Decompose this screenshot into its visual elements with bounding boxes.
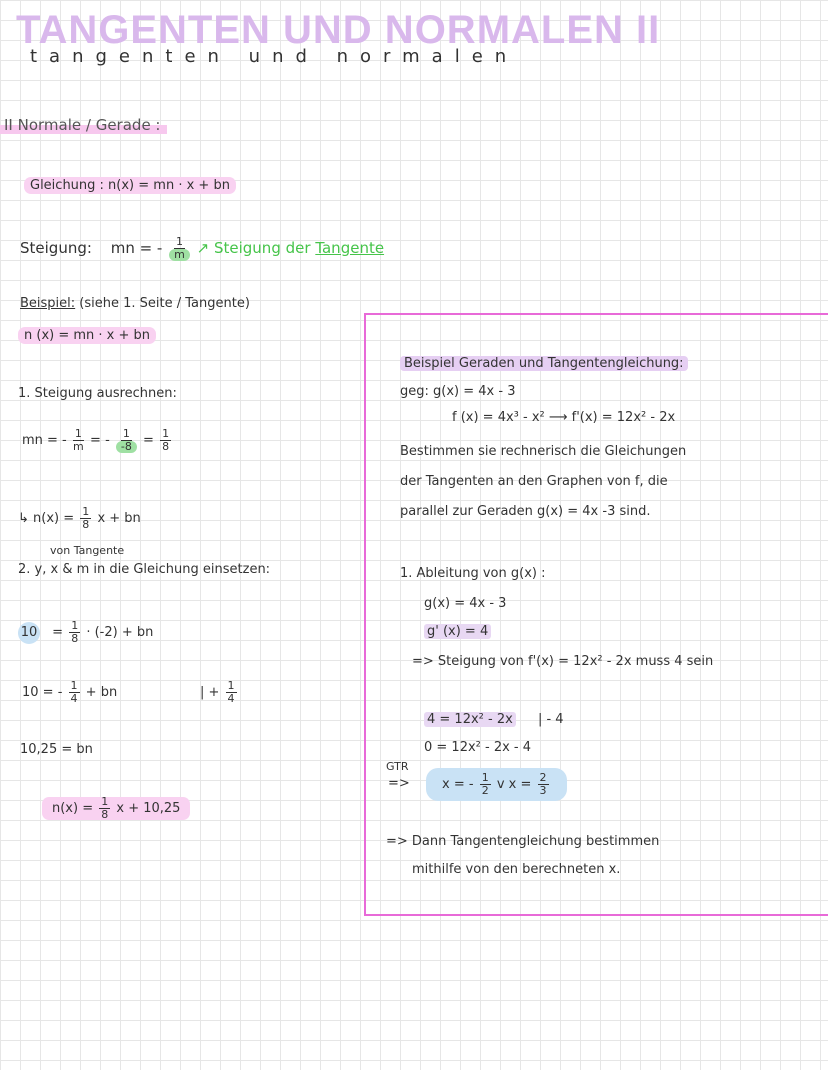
- mn-eq: = -: [90, 433, 110, 448]
- mn-frac3-den: 8: [162, 440, 170, 453]
- eq2-side-num: 1: [227, 679, 235, 692]
- mn-frac2-num: 1: [122, 427, 130, 440]
- solve-2: 0 = 12x² - 2x - 4: [424, 740, 532, 755]
- steigung-arrow: ↗: [196, 239, 210, 257]
- mn-eq2: =: [143, 433, 154, 448]
- result1-arrow: ↳: [18, 511, 29, 526]
- final-line-2: mithilfe von den berechneten x.: [412, 862, 621, 877]
- eq1-eq: =: [52, 625, 64, 640]
- result1-num: 1: [82, 505, 90, 518]
- sol2-den: 3: [539, 784, 547, 797]
- solution-line: [426, 768, 567, 801]
- mn-frac2-den: -8: [116, 441, 137, 453]
- steigung-lhs: mn = -: [110, 239, 163, 257]
- mn-lhs: mn = -: [22, 433, 67, 448]
- mn-frac2: [116, 428, 137, 453]
- result1: [18, 506, 141, 531]
- eq2-side-frac: [226, 680, 237, 705]
- task-line-1: Bestimmen sie rechnerisch die Gleichungen: [400, 444, 687, 459]
- sol2-num: 2: [539, 771, 547, 784]
- mn-frac3: [160, 428, 171, 453]
- eq1-value: 10: [18, 622, 40, 644]
- eq2-den: 4: [70, 692, 78, 705]
- gleichung-formula: Gleichung : n(x) = mn · x + bn: [24, 177, 236, 194]
- final-lhs: n(x) =: [52, 801, 94, 816]
- steigung-fraction: [169, 236, 190, 261]
- result1-den: 8: [82, 518, 90, 531]
- final-equation-box: [42, 797, 190, 820]
- step2-heading: 2. y, x & m in die Gleichung einsetzen:: [18, 562, 271, 577]
- task-line-2: der Tangenten an den Graphen von f, die: [400, 474, 668, 489]
- right-conclusion: => Steigung von f'(x) = 12x² - 2x muss 4 sein: [412, 654, 714, 669]
- page-subtitle: tangenten und normalen: [30, 46, 519, 67]
- final-frac: [99, 796, 110, 821]
- eq2-lhs: 10 = -: [22, 685, 63, 700]
- solve-1-text: 4 = 12x² - 2x: [424, 712, 516, 727]
- note-von-tangente: von Tangente: [50, 544, 125, 557]
- right-step1: 1. Ableitung von g(x) :: [400, 566, 546, 581]
- eq2: [22, 680, 117, 705]
- geg-label: geg:: [400, 384, 429, 399]
- example-frame: [364, 313, 828, 916]
- final-rhs: x + 10,25: [116, 801, 181, 816]
- eq1-rhs: · (-2) + bn: [86, 625, 154, 640]
- right-g: g(x) = 4x - 3: [424, 596, 507, 611]
- right-gprime: [424, 624, 491, 639]
- section-heading: II Normale / Gerade :: [4, 116, 161, 134]
- eq2-side-note: [200, 680, 239, 705]
- gtr-label: GTR: [386, 760, 409, 773]
- result1-lhs: n(x) =: [33, 511, 75, 526]
- eq2-rhs: + bn: [85, 685, 118, 700]
- steigung-num: 1: [175, 235, 183, 248]
- final-den: 8: [101, 808, 109, 821]
- geg-g-text: g(x) = 4x - 3: [433, 384, 516, 399]
- result1-frac: [80, 506, 91, 531]
- gtr-arrow: =>: [388, 776, 410, 791]
- steigung-label: Steigung:: [20, 239, 92, 257]
- mn-frac1-den: m: [73, 440, 84, 453]
- mn-calc: [22, 428, 173, 453]
- beispiel-formula-line: [18, 328, 156, 343]
- beispiel-formula: n (x) = mn · x + bn: [18, 327, 156, 344]
- example-heading: [400, 356, 688, 371]
- mn-frac1: [73, 428, 84, 453]
- sol1-num: 1: [481, 771, 489, 784]
- mn-frac1-num: 1: [74, 427, 82, 440]
- beispiel-text: (siehe 1. Seite / Tangente): [79, 296, 250, 311]
- solution-frac1: [480, 772, 491, 797]
- sol1-den: 2: [481, 784, 489, 797]
- final-line-1: => Dann Tangentengleichung bestimmen: [386, 834, 660, 849]
- mn-frac3-num: 1: [162, 427, 170, 440]
- eq2-side-den: 4: [227, 692, 235, 705]
- beispiel-line: [20, 296, 250, 311]
- solution-frac2: [538, 772, 549, 797]
- solve-1: [424, 712, 564, 727]
- geg-f: f (x) = 4x³ - x² ⟶ f'(x) = 12x² - 2x: [452, 410, 676, 425]
- solution-or: v x =: [496, 777, 532, 792]
- solution-prefix: x = -: [442, 777, 474, 792]
- eq2-side: | +: [200, 685, 220, 700]
- eq1: [18, 620, 153, 645]
- gleichung-line: [24, 178, 236, 193]
- geg-g: [400, 384, 515, 399]
- solution-box: [426, 768, 567, 801]
- eq1-den: 8: [71, 632, 79, 645]
- final-equation: [42, 796, 190, 821]
- eq1-frac: [69, 620, 80, 645]
- eq2-frac: [69, 680, 80, 705]
- steigung-line: [20, 236, 384, 261]
- steigung-den: m: [169, 249, 190, 261]
- step1-heading: 1. Steigung ausrechnen:: [18, 386, 177, 401]
- beispiel-label: Beispiel:: [20, 296, 76, 311]
- final-num: 1: [101, 795, 109, 808]
- eq3: 10,25 = bn: [20, 742, 93, 757]
- task-line-3: parallel zur Geraden g(x) = 4x -3 sind.: [400, 504, 651, 519]
- eq2-num: 1: [70, 679, 78, 692]
- steigung-note: Steigung der: [213, 239, 311, 257]
- steigung-link: Tangente: [315, 239, 385, 257]
- eq1-num: 1: [71, 619, 79, 632]
- page-title: TANGENTEN UND NORMALEN II: [16, 8, 661, 52]
- result1-rhs: x + bn: [97, 511, 141, 526]
- example-heading-text: Beispiel Geraden und Tangentengleichung:: [400, 356, 688, 371]
- solve-1-side: | - 4: [537, 712, 564, 727]
- right-gprime-text: g' (x) = 4: [424, 624, 491, 639]
